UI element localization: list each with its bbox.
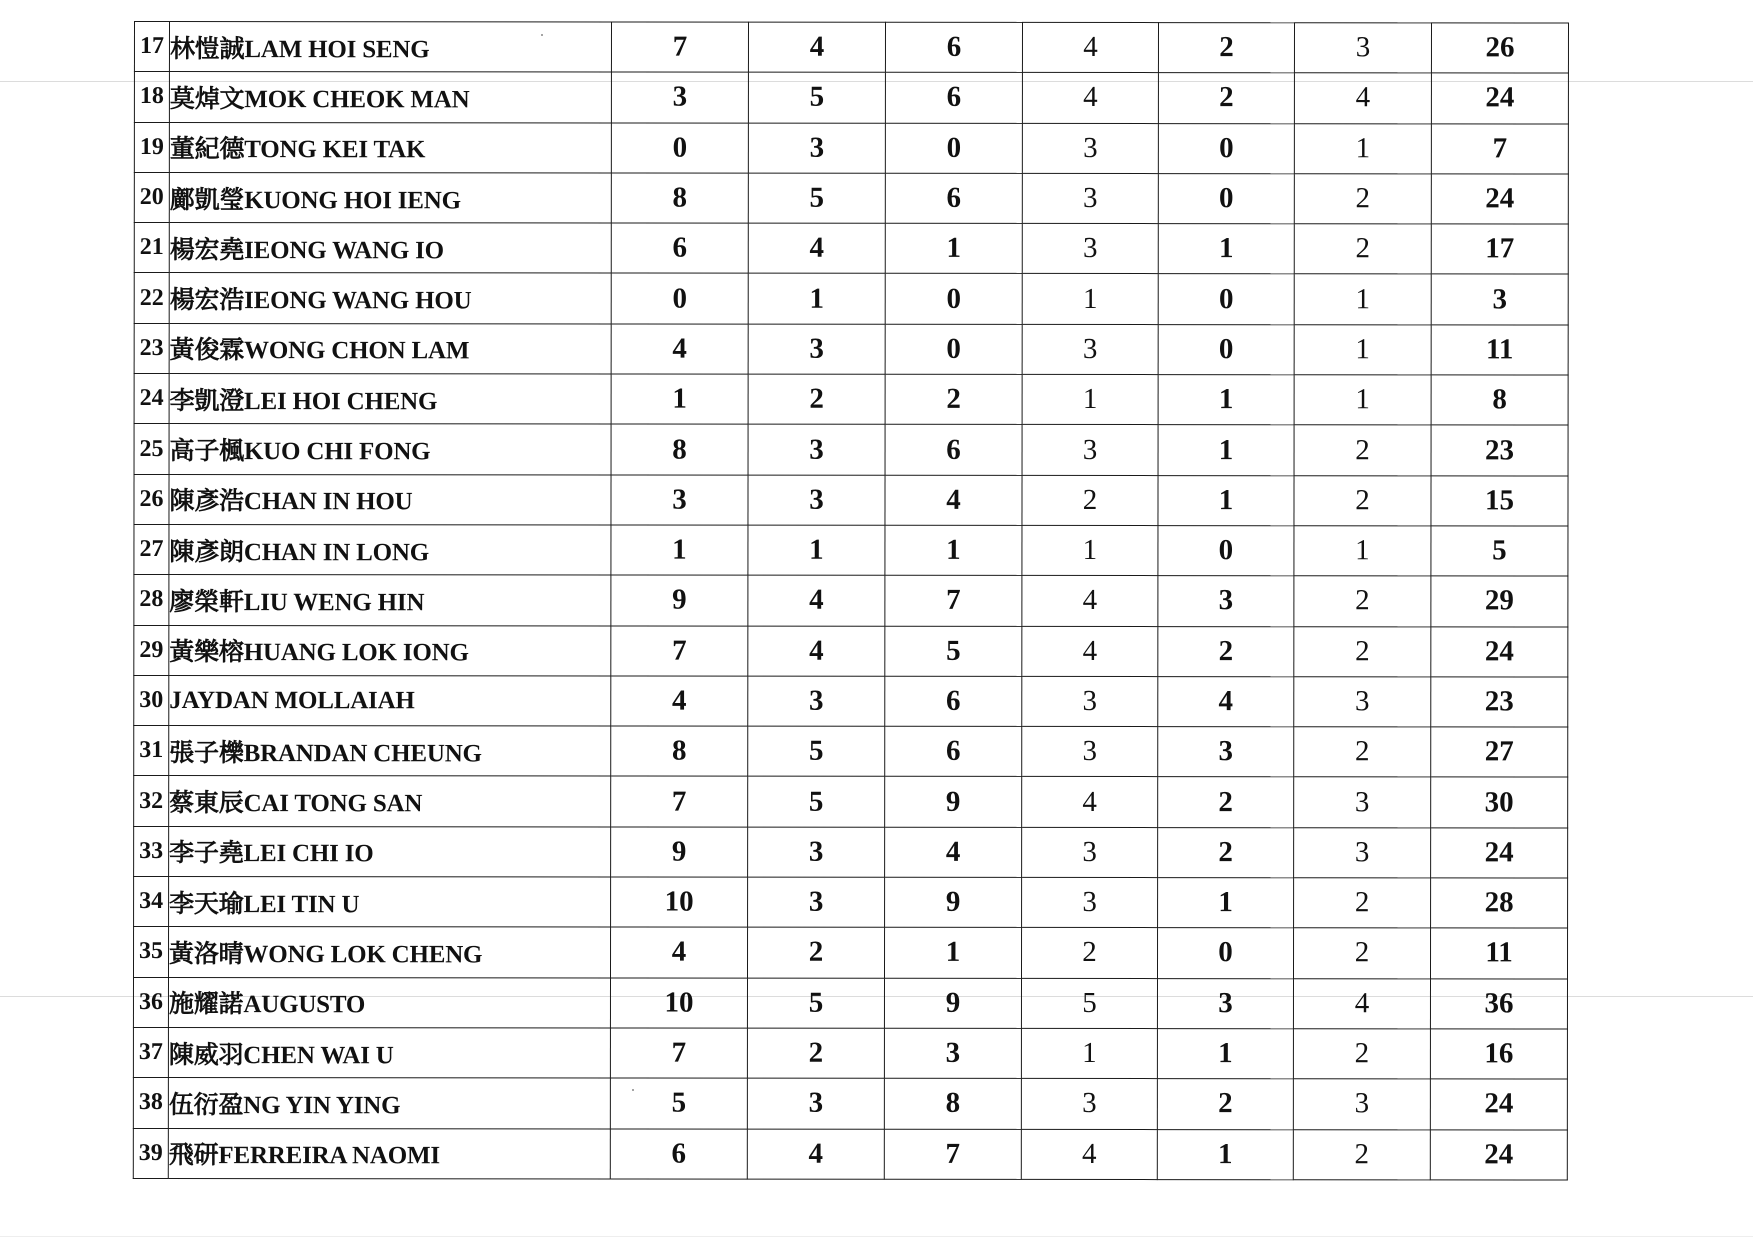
- score-cell: 6: [885, 22, 1022, 72]
- score-cell: 6: [885, 676, 1022, 726]
- score-cell: 3: [1022, 877, 1158, 927]
- score-cell: 0: [1158, 526, 1294, 576]
- score-cell: 1: [885, 525, 1022, 575]
- table-row: [134, 374, 1568, 426]
- row-number: 22: [134, 273, 169, 323]
- score-cell: 2: [1294, 878, 1431, 928]
- total-score-cell: 5: [1431, 526, 1568, 576]
- score-cell: 2: [1158, 626, 1294, 676]
- row-number: 23: [134, 323, 169, 373]
- student-name: 陳彥浩CHAN IN HOU: [169, 474, 611, 525]
- row-number: 20: [134, 172, 169, 222]
- table-row: [134, 826, 1568, 878]
- score-cell: 0: [611, 123, 748, 173]
- score-cell: 4: [1022, 777, 1158, 827]
- table-row: [134, 273, 1568, 325]
- table-row: [134, 776, 1568, 828]
- score-cell: 1: [1294, 123, 1431, 173]
- score-table-body: [133, 22, 1568, 1180]
- row-number: 31: [134, 726, 169, 776]
- score-cell: 9: [884, 978, 1021, 1028]
- row-number: 35: [133, 927, 168, 977]
- score-cell: 3: [1022, 224, 1158, 274]
- score-cell: 4: [1022, 626, 1158, 676]
- score-cell: 2: [1158, 827, 1294, 877]
- row-number: 32: [134, 776, 169, 826]
- score-cell: 3: [611, 475, 748, 525]
- row-number: 28: [134, 575, 169, 625]
- table-row: [134, 72, 1568, 124]
- row-number: 39: [133, 1128, 168, 1178]
- score-cell: 0: [1158, 123, 1294, 173]
- score-cell: 7: [611, 776, 748, 826]
- score-cell: 0: [1158, 324, 1294, 374]
- total-score-cell: 24: [1430, 1129, 1567, 1179]
- score-cell: 2: [1021, 928, 1157, 978]
- score-cell: 3: [1293, 1079, 1430, 1129]
- score-cell: 1: [1021, 1028, 1157, 1078]
- table-row: [134, 575, 1568, 627]
- score-table: [133, 21, 1569, 1180]
- score-cell: 3: [1022, 727, 1158, 777]
- score-cell: 2: [747, 927, 884, 977]
- score-cell: 4: [885, 475, 1022, 525]
- student-name: 黃俊霖WONG CHON LAM: [169, 323, 611, 374]
- score-cell: 1: [884, 928, 1021, 978]
- row-number: 26: [134, 474, 169, 524]
- total-score-cell: 15: [1431, 476, 1568, 526]
- student-name: 李凱澄LEI HOI CHENG: [169, 374, 611, 425]
- score-cell: 3: [1294, 677, 1431, 727]
- student-name: 李天瑜LEI TIN U: [169, 877, 611, 928]
- table-row: [134, 474, 1568, 526]
- total-score-cell: 7: [1431, 123, 1568, 173]
- score-cell: 6: [885, 425, 1022, 475]
- score-cell: 3: [1158, 727, 1294, 777]
- student-name: 楊宏堯IEONG WANG IO: [169, 223, 611, 274]
- score-cell: 2: [1158, 23, 1294, 73]
- table-row: [134, 524, 1568, 576]
- score-cell: 8: [611, 424, 748, 474]
- total-score-cell: 28: [1431, 878, 1568, 928]
- score-cell: 4: [747, 1129, 884, 1179]
- table-row: [134, 223, 1568, 275]
- total-score-cell: 24: [1431, 626, 1568, 676]
- score-cell: 2: [1294, 626, 1431, 676]
- table-row: [134, 22, 1568, 74]
- score-cell: 4: [748, 575, 885, 625]
- score-cell: 2: [1294, 576, 1431, 626]
- row-number: 17: [134, 22, 169, 72]
- score-cell: 6: [611, 223, 748, 273]
- score-cell: 2: [747, 1028, 884, 1078]
- score-cell: 9: [611, 827, 748, 877]
- score-cell: 1: [1157, 1029, 1293, 1079]
- total-score-cell: 16: [1430, 1029, 1567, 1079]
- total-score-cell: 23: [1431, 677, 1568, 727]
- table-row: [133, 1128, 1567, 1180]
- student-name: 李子堯LEI CHI IO: [169, 826, 611, 877]
- score-cell: 4: [1022, 73, 1158, 123]
- score-cell: 8: [611, 726, 748, 776]
- total-score-cell: 3: [1431, 274, 1568, 324]
- table-row: [134, 424, 1568, 476]
- score-cell: 4: [748, 22, 885, 72]
- score-cell: 1: [1022, 525, 1158, 575]
- student-name: 莫焯文MOK CHEOK MAN: [169, 72, 611, 123]
- student-name: 黃洛晴WONG LOK CHENG: [168, 927, 610, 978]
- score-cell: 1: [1294, 324, 1431, 374]
- table-row: [134, 172, 1568, 224]
- table-row: [134, 122, 1568, 174]
- total-score-cell: 27: [1431, 727, 1568, 777]
- table-row: [134, 323, 1568, 375]
- score-cell: 1: [748, 274, 885, 324]
- score-cell: 3: [748, 676, 885, 726]
- score-cell: 4: [1022, 576, 1158, 626]
- student-name: 董紀德TONG KEI TAK: [169, 122, 611, 173]
- score-cell: 3: [748, 827, 885, 877]
- scan-artifact-line: [0, 1236, 1753, 1237]
- score-cell: 5: [748, 777, 885, 827]
- score-cell: 3: [748, 475, 885, 525]
- score-cell: 5: [885, 626, 1022, 676]
- student-name: 張子櫟BRANDAN CHEUNG: [169, 726, 611, 777]
- score-cell: 2: [1294, 425, 1431, 475]
- score-cell: 4: [1293, 978, 1430, 1028]
- score-cell: 2: [1293, 928, 1430, 978]
- total-score-cell: 24: [1431, 828, 1568, 878]
- score-cell: 9: [885, 777, 1022, 827]
- total-score-cell: 30: [1431, 777, 1568, 827]
- row-number: 27: [134, 524, 169, 574]
- score-cell: 0: [1158, 274, 1294, 324]
- score-cell: 1: [1158, 375, 1294, 425]
- total-score-cell: 29: [1431, 576, 1568, 626]
- score-cell: 7: [611, 22, 748, 72]
- total-score-cell: 36: [1430, 978, 1567, 1028]
- row-number: 30: [134, 675, 169, 725]
- table-row: [133, 977, 1567, 1029]
- score-cell: 5: [747, 978, 884, 1028]
- score-cell: 2: [1157, 1079, 1293, 1129]
- row-number: 36: [133, 977, 168, 1027]
- score-cell: 6: [885, 726, 1022, 776]
- table-row: [134, 877, 1568, 929]
- score-cell: 3: [748, 877, 885, 927]
- score-cell: 3: [748, 123, 885, 173]
- score-cell: 3: [884, 1028, 1021, 1078]
- score-cell: 6: [885, 73, 1022, 123]
- score-cell: 2: [1294, 174, 1431, 224]
- row-number: 24: [134, 374, 169, 424]
- score-cell: 4: [1294, 73, 1431, 123]
- score-cell: 5: [1021, 978, 1157, 1028]
- score-cell: 2: [1293, 1029, 1430, 1079]
- row-number: 25: [134, 424, 169, 474]
- student-name: 飛研FERREIRA NAOMI: [168, 1128, 610, 1179]
- table-row: [134, 625, 1568, 677]
- score-cell: 2: [1022, 475, 1158, 525]
- total-score-cell: 24: [1431, 174, 1568, 224]
- student-name: 廖榮軒LIU WENG HIN: [169, 575, 611, 626]
- score-cell: 7: [610, 1028, 747, 1078]
- score-cell: 3: [1021, 1079, 1157, 1129]
- score-cell: 5: [748, 726, 885, 776]
- row-number: 38: [133, 1078, 168, 1128]
- total-score-cell: 23: [1431, 425, 1568, 475]
- score-cell: 3: [748, 425, 885, 475]
- total-score-cell: 24: [1430, 1079, 1567, 1129]
- score-cell: 6: [885, 173, 1022, 223]
- score-cell: 1: [611, 374, 748, 424]
- student-name: 陳威羽CHEN WAI U: [168, 1027, 610, 1078]
- score-cell: 3: [1022, 425, 1158, 475]
- score-cell: 4: [748, 626, 885, 676]
- total-score-cell: 11: [1430, 928, 1567, 978]
- total-score-cell: 11: [1431, 325, 1568, 375]
- score-cell: 5: [610, 1078, 747, 1128]
- score-cell: 0: [1158, 173, 1294, 223]
- student-name: 鄺凱瑩KUONG HOI IENG: [169, 172, 611, 223]
- score-cell: 2: [1294, 727, 1431, 777]
- score-cell: 9: [885, 877, 1022, 927]
- total-score-cell: 26: [1431, 23, 1568, 73]
- score-cell: 1: [1294, 526, 1431, 576]
- score-cell: 4: [885, 827, 1022, 877]
- row-number: 33: [134, 826, 169, 876]
- score-cell: 4: [1021, 1129, 1157, 1179]
- row-number: 19: [134, 122, 169, 172]
- score-cell: 7: [884, 1129, 1021, 1179]
- row-number: 34: [134, 877, 169, 927]
- student-name: 蔡東辰CAI TONG SAN: [169, 776, 611, 827]
- score-cell: 3: [1157, 978, 1293, 1028]
- score-cell: 0: [885, 123, 1022, 173]
- score-cell: 1: [1158, 224, 1294, 274]
- score-cell: 1: [1022, 274, 1158, 324]
- student-name: 伍衍盈NG YIN YING: [168, 1078, 610, 1129]
- table-row: [133, 1078, 1567, 1130]
- score-cell: 3: [1158, 576, 1294, 626]
- score-cell: 8: [884, 1079, 1021, 1129]
- score-cell: 4: [1158, 676, 1294, 726]
- score-cell: 4: [1022, 22, 1158, 72]
- score-cell: 3: [1022, 123, 1158, 173]
- score-cell: 0: [885, 274, 1022, 324]
- score-cell: 3: [1022, 676, 1158, 726]
- student-name: 陳彥朗CHAN IN LONG: [169, 525, 611, 576]
- total-score-cell: 24: [1431, 73, 1568, 123]
- total-score-cell: 17: [1431, 224, 1568, 274]
- score-cell: 1: [748, 525, 885, 575]
- score-cell: 2: [1294, 475, 1431, 525]
- score-cell: 10: [611, 877, 748, 927]
- score-cell: 3: [1022, 324, 1158, 374]
- score-cell: 2: [1158, 777, 1294, 827]
- score-cell: 5: [748, 72, 885, 122]
- score-cell: 2: [885, 374, 1022, 424]
- score-cell: 2: [1294, 224, 1431, 274]
- score-cell: 3: [611, 72, 748, 122]
- score-cell: 1: [1158, 425, 1294, 475]
- student-name: 楊宏浩IEONG WANG HOU: [169, 273, 611, 324]
- score-cell: 1: [1294, 375, 1431, 425]
- table-row: [134, 675, 1568, 727]
- score-cell: 7: [885, 576, 1022, 626]
- row-number: 21: [134, 223, 169, 273]
- table-row: [134, 726, 1568, 778]
- score-cell: 0: [885, 324, 1022, 374]
- score-cell: 4: [610, 927, 747, 977]
- score-cell: 3: [1022, 173, 1158, 223]
- score-cell: 3: [747, 1078, 884, 1128]
- student-name: JAYDAN MOLLAIAH: [169, 675, 611, 726]
- score-cell: 1: [1157, 1129, 1293, 1179]
- score-cell: 2: [748, 374, 885, 424]
- score-cell: 4: [611, 324, 748, 374]
- score-cell: 3: [1294, 777, 1431, 827]
- score-cell: 1: [1294, 274, 1431, 324]
- score-cell: 2: [1158, 73, 1294, 123]
- score-cell: 8: [611, 173, 748, 223]
- student-name: 黃樂榕HUANG LOK IONG: [169, 625, 611, 676]
- score-cell: 1: [885, 223, 1022, 273]
- score-cell: 0: [611, 273, 748, 323]
- score-cell: 3: [1294, 827, 1431, 877]
- row-number: 29: [134, 625, 169, 675]
- score-cell: 3: [1294, 23, 1431, 73]
- student-name: 施耀諾AUGUSTO: [168, 977, 610, 1028]
- table-row: [133, 1027, 1567, 1079]
- score-cell: 3: [748, 324, 885, 374]
- score-cell: 6: [610, 1129, 747, 1179]
- total-score-cell: 8: [1431, 375, 1568, 425]
- table-row: [133, 927, 1567, 979]
- score-cell: 0: [1157, 928, 1293, 978]
- score-cell: 2: [1293, 1129, 1430, 1179]
- row-number: 37: [133, 1027, 168, 1077]
- score-cell: 7: [611, 626, 748, 676]
- score-cell: 4: [748, 223, 885, 273]
- score-cell: 4: [611, 676, 748, 726]
- student-name: 林愷誠LAM HOI SENG: [169, 22, 611, 73]
- score-cell: 1: [611, 525, 748, 575]
- score-cell: 9: [611, 575, 748, 625]
- student-name: 高子楓KUO CHI FONG: [169, 424, 611, 475]
- score-cell: 10: [610, 978, 747, 1028]
- score-cell: 3: [1022, 827, 1158, 877]
- score-cell: 1: [1158, 878, 1294, 928]
- row-number: 18: [134, 72, 169, 122]
- score-cell: 1: [1022, 375, 1158, 425]
- score-cell: 1: [1158, 475, 1294, 525]
- score-cell: 5: [748, 173, 885, 223]
